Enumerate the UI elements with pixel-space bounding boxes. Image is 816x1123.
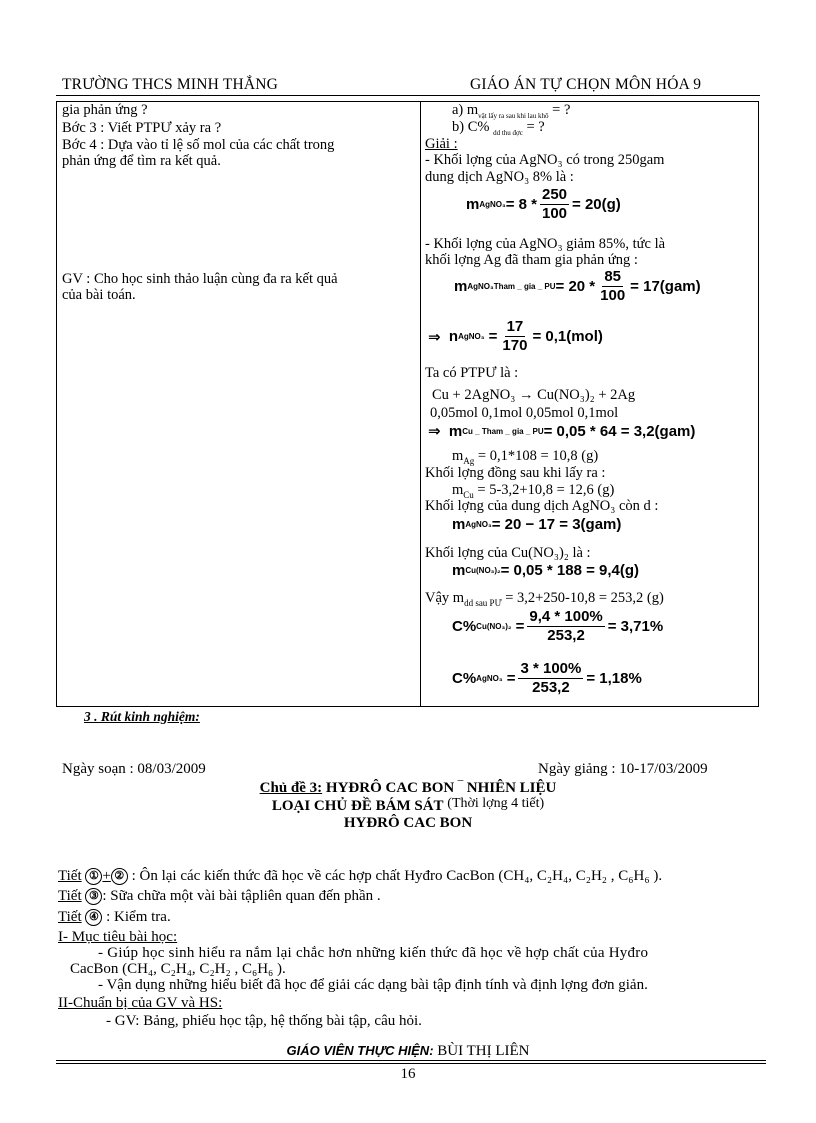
solution-heading: Giải :	[425, 136, 458, 152]
topic-title	[0, 780, 816, 832]
equation-6: m Cu(NO₃)₂ = 0,05 * 188 = 9,4(g)	[452, 562, 640, 579]
left-text-4: phản ứng để tìm ra kết quả.	[62, 153, 221, 169]
objectives-heading: I- Mục tiêu bài học:	[58, 929, 178, 945]
page-number: 16	[400, 1066, 416, 1082]
preparation-gv: - GV: Bảng, phiếu học tập, hệ thống bài tập, câu hỏi.	[106, 1013, 422, 1029]
left-text-1: gia phản ứng ?	[62, 102, 148, 118]
step-2a: - Khối lợng của AgNO₃ giảm 85%, tức là	[425, 236, 666, 252]
left-gv-2: của bài toán.	[62, 287, 136, 303]
mass-cu: $m_{Cu} = 5-3,2+10,8 = 12,6$ (g)	[452, 482, 615, 500]
reaction-equation: Cu + 2AgNO₃ → Cu(NO₃)₂ + 2Ag	[432, 387, 636, 403]
reaction-moles: 0,05mol 0,1mol 0,05mol 0,1mol	[430, 405, 619, 421]
prep-date: Ngày soạn : 08/03/2009	[62, 761, 206, 777]
table-divider	[420, 101, 421, 707]
equation-7: C% Cu(NO₃)₂ = $\frac{9,4 * 100\%}{253,2}$ = 3,71%	[452, 608, 664, 644]
equation-1: m AgNO₃ = 8 * $\frac{250}{100}$ = 20(g)	[466, 186, 621, 222]
question-a: a) $m_{vật lấy ra sau khi lau khô}$ = ?	[452, 102, 571, 120]
objective-2: - Vận dụng những hiểu biết đã học để giải các dạng bài tập định tính và định lợng đơn giản.	[98, 977, 648, 993]
equation-5: m AgNO₃ = 20 − 17 = 3(gam)	[452, 516, 622, 533]
footer-rule-1	[56, 1060, 766, 1061]
step-1a: - Khối lợng của AgNO₃ có trong 250gam	[425, 152, 665, 168]
subtopic-title: HYĐRÔ CAC BON	[343, 815, 473, 831]
teach-date: Ngày giảng : 10-17/03/2009	[538, 761, 708, 777]
preparation-heading: II-Chuẩn bị của GV và HS:	[58, 995, 223, 1011]
reaction-intro: Ta có PTPƯ là :	[425, 365, 519, 381]
left-text-2: Bớc 3 : Viết PTPƯ xảy ra ?	[62, 120, 222, 136]
question-b: b) C% $_{dd thu đợc}$ = ?	[452, 119, 545, 137]
header-rule	[56, 95, 760, 96]
lesson-1-2: Tiết ① + ② : Ôn lại các kiến thức đã học về các hợp chất Hyđro CacBon (CH₄, C₂H₄, C₂H₂ , C₆H₆ ).	[58, 868, 663, 884]
equation-4: ⇒ m Cu _ Tham _ gia _ PU = 0,05 * 64 = 3,2(gam)	[428, 422, 696, 440]
school-name: TRƯỜNG THCS MINH THẮNG	[62, 76, 279, 93]
objective-1b: CacBon (CH₄, C₂H₄, C₂H₂ , C₆H₆ ).	[70, 961, 286, 977]
equation-3: ⇒ n AgNO₃ = $\frac{17}{170}$ = 0,1(mol)	[428, 318, 603, 354]
topic-name: HYĐRÔ CAC BON ‾ NHIÊN LIỆU	[322, 780, 557, 796]
topic-number: Chủ đề 3:	[259, 780, 323, 796]
footer-rule-2	[56, 1063, 766, 1064]
footer-teacher: GIÁO VIÊN THỰC HIỆN: BÙI THỊ LIÊN	[286, 1043, 530, 1059]
step-3: Khối lợng đồng sau khi lấy ra :	[425, 465, 606, 481]
step-4: Khối lợng của dung dịch AgNO₃ còn d :	[425, 498, 659, 514]
step-2b: khối lợng Ag đã tham gia phản ứng :	[425, 252, 638, 268]
document-subject: GIÁO ÁN TỰ CHỌN MÔN HÓA 9	[470, 76, 702, 93]
lesson-4: Tiết ④ : Kiểm tra.	[58, 909, 171, 925]
solution-mass: Vậy $m_{dd sau PƯ} = 3,2+250-10,8 = 253,2$ (g)	[425, 590, 664, 608]
left-gv-1: GV : Cho học sinh thảo luận cùng đa ra kết quả	[62, 271, 338, 287]
step-1b: dung dịch AgNO₃ 8% là :	[425, 169, 574, 185]
topic-type: LOẠI CHỦ ĐỀ BÁM SÁT	[271, 798, 444, 814]
left-text-3: Bớc 4 : Dựa vào tỉ lệ số mol của các chất trong	[62, 137, 335, 153]
mass-ag: $m_{Ag} = 0,1*108 = 10,8$ (g)	[452, 448, 599, 466]
lesson-3: Tiết ③ : Sữa chữa một vài bài tậpliên quan đến phần .	[58, 888, 381, 904]
objective-1a: - Giúp học sinh hiểu ra nắm lại chắc hơn những kiến thức đã học về hợp chất của Hyđro	[98, 945, 649, 961]
equation-2: m AgNO₃Tham _ gia _ PU = 20 * $\frac{85}{100}$ = 17(gam)	[454, 268, 701, 304]
step-5: Khối lợng của Cu(NO₃)₂ là :	[425, 545, 591, 561]
review-heading: 3 . Rút kinh nghiệm:	[84, 709, 200, 724]
equation-8: C% AgNO₃ = $\frac{3 * 100\%}{253,2}$ = 1,18%	[452, 660, 642, 696]
topic-duration: (Thời lợng 4 tiết)	[447, 796, 545, 811]
